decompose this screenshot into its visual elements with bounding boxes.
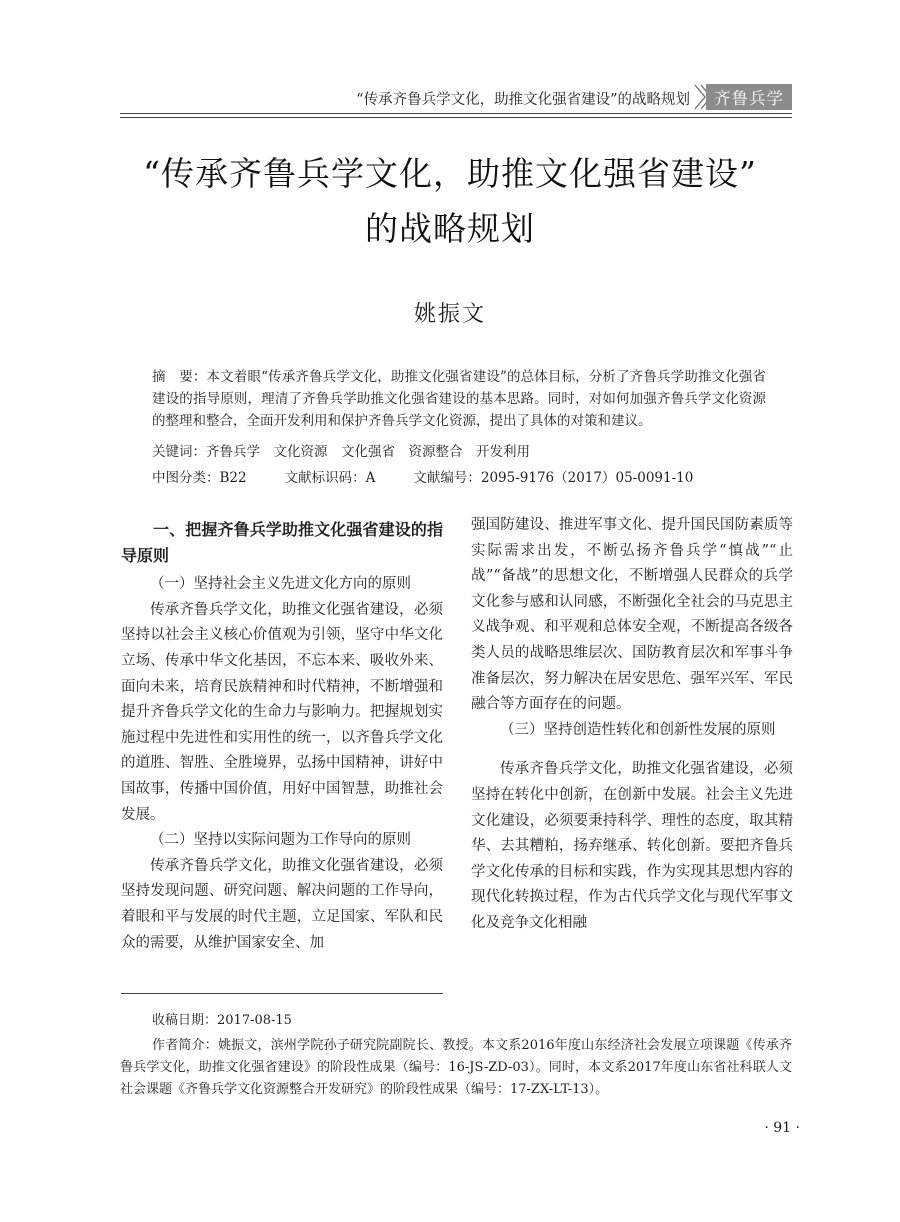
- article-title-line-1: “传承齐鲁兵学文化，助推文化强省建设”: [143, 154, 757, 193]
- body-column-right: [471, 513, 793, 937]
- header-rule: [120, 113, 792, 114]
- running-header-title: “传承齐鲁兵学文化，助推文化强省建设”的战略规划: [356, 92, 690, 108]
- page-number: · 91 ·: [764, 1120, 800, 1136]
- paragraph: 强国防建设、推进军事文化、提升国民国防素质等实际需求出发，不断弘扬齐鲁兵学“慎战”“止战”“备战”的思想文化，不断增强人民群众的兵学文化参与感和认同感，不断强化全社会的马克思主义战争观、和平观和总体安全观，不断提高各级各类人员的战略思维层次、国防教育层次和军事斗争准备层次，努力解决在居安思危、强军兴军、军民融合等方面存在的问题。: [471, 517, 793, 713]
- clc-number: 中图分类：B22: [152, 470, 247, 486]
- paragraph: 传承齐鲁兵学文化，助推文化强省建设，必须坚持发现问题、研究问题、解决问题的工作导向，着眼和平与发展的时代主题，立足国家、军队和民众的需要，从维护国家安全、加: [121, 857, 443, 951]
- article-number: 文献编号：2095-9176（2017）05-0091-10: [413, 470, 694, 486]
- paragraph: 传承齐鲁兵学文化，助推文化强省建设，必须坚持在转化中创新，在创新中发展。社会主义先进文化建设，必须要秉持科学、理性的态度，取其精华、去其糟粕，扬弃继承、转化创新。要把齐鲁兵学文化传承的目标和实践，作为实现其思想内容的现代化转换过程，作为古代兵学文化与现代军事文化及竞争文化相融: [471, 761, 793, 931]
- abstract: 摘 要：本文着眼“传承齐鲁兵学文化，助推文化强省建设”的总体目标，分析了齐鲁兵学助推文化强省建设的指导原则，理清了齐鲁兵学助推文化强省建设的基本思路。同时，对如何加强齐鲁兵学文化资源的整理和整合，全面开发利用和保护齐鲁兵学文化资源，提出了具体的对策和建议。: [152, 369, 766, 429]
- author-name: 姚振文: [413, 302, 486, 327]
- footnote-rule: [121, 993, 443, 994]
- keywords: 关键词：齐鲁兵学 文化资源 文化强省 资源整合 开发利用: [152, 444, 530, 460]
- classification-line: [152, 467, 766, 489]
- section-tab: 齐鲁兵学: [706, 84, 792, 110]
- subsection-heading: （二）坚持以实际问题为工作导向的原则: [150, 832, 411, 849]
- author-bio: 作者简介：姚振文，滨州学院孙子研究院副院长、教授。本文系2016年度山东经济社会发展立项课题《传承齐鲁兵学文化，助推文化强省建设》的阶段性成果（编号：16-JS-ZD-03）。同时，本文系2017年度山东省社科联人文社会课题《齐鲁兵学文化资源整合开发研究》的阶段性成果（编号：17-ZX-LT-13）。: [120, 1038, 792, 1097]
- received-date: 收稿日期：2017-08-15: [152, 1013, 292, 1028]
- header-rule: [120, 117, 792, 118]
- section-heading: 一、把握齐鲁兵学助推文化强省建设的指导原则: [121, 520, 443, 565]
- paragraph: 传承齐鲁兵学文化，助推文化强省建设，必须坚持以社会主义核心价值观为引领，坚守中华文化立场、传承中华文化基因，不忘本来、吸收外来、面向未来，培育民族精神和时代精神，不断增强和提升齐鲁兵学文化的生命力与影响力。把握规划实施过程中先进性和实用性的统一，以齐鲁兵学文化的道胜、智胜、全胜境界，弘扬中国精神，讲好中国故事，传播中国价值，用好中国智慧，助推社会发展。: [121, 601, 443, 823]
- document-code: 文献标识码：A: [284, 470, 376, 486]
- article-title-line-2: 的战略规划: [365, 209, 535, 248]
- body-column-left: [121, 517, 443, 956]
- subsection-heading: （一）坚持社会主义先进文化方向的原则: [150, 576, 411, 593]
- subsection-heading: （三）坚持创造性转化和创新性发展的原则: [500, 721, 776, 738]
